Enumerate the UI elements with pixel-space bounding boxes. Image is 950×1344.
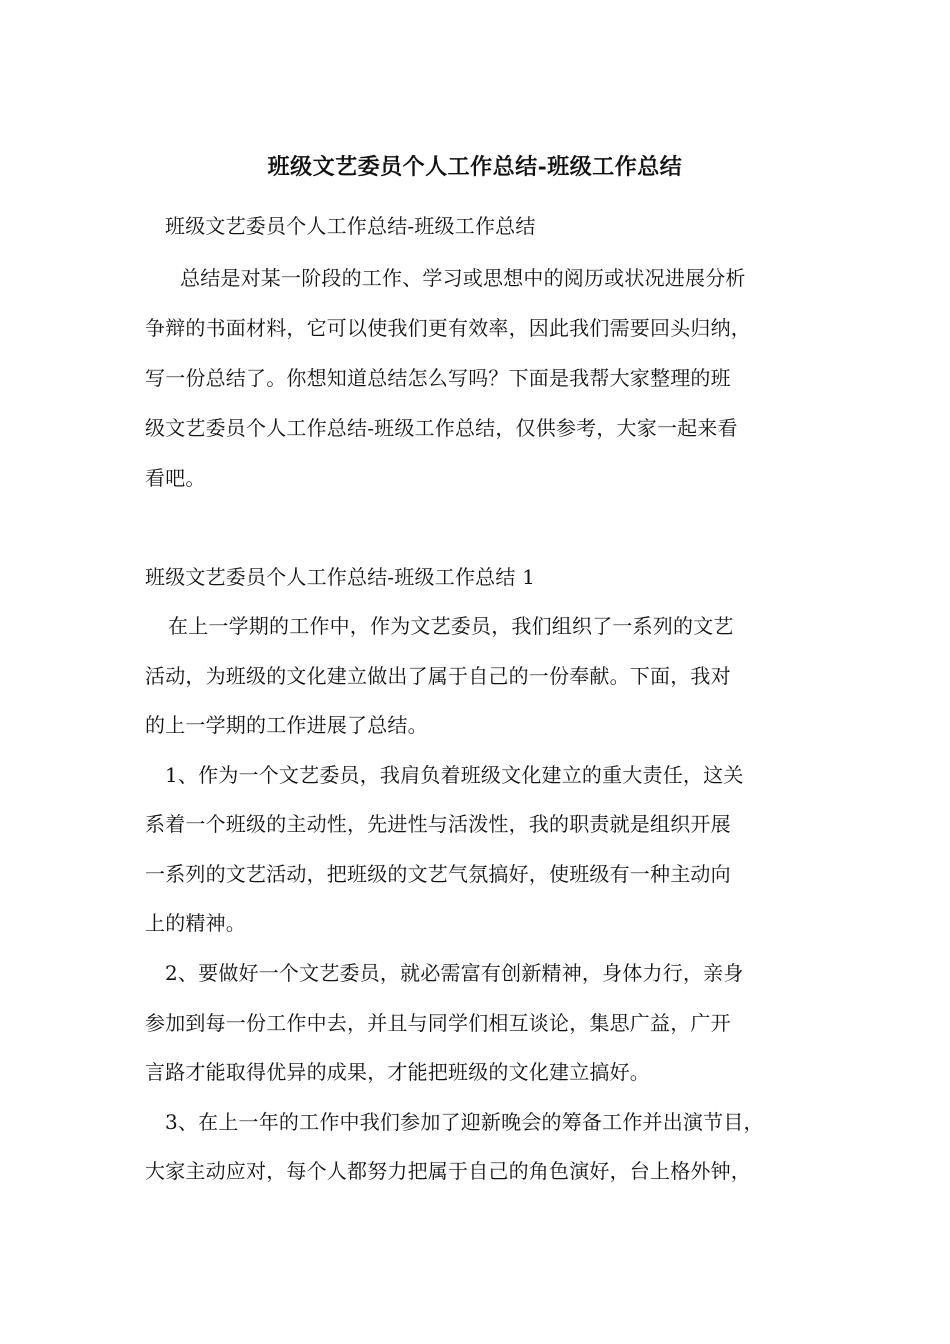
intro-line: 写一份总结了。你想知道总结怎么写吗？下面是我帮大家整理的班	[145, 366, 731, 390]
intro-line: 级文艺委员个人工作总结-班级工作总结，仅供参考，大家一起来看	[145, 416, 738, 440]
section-heading: 班级文艺委员个人工作总结-班级工作总结 1	[145, 565, 536, 589]
intro-line: 总结是对某一阶段的工作、学习或思想中的阅历或状况进展分析	[180, 266, 746, 290]
body-line: 的上一学期的工作进展了总结。	[145, 713, 428, 737]
document-subtitle: 班级文艺委员个人工作总结-班级工作总结	[165, 214, 536, 238]
intro-line: 看吧。	[145, 466, 206, 490]
body-line: 参加到每一份工作中去，并且与同学们相互谈论，集思广益，广开	[145, 1011, 731, 1035]
body-line: 系着一个班级的主动性，先进性与活泼性，我的职责就是组织开展	[145, 812, 731, 836]
document-title: 班级文艺委员个人工作总结-班级工作总结	[267, 154, 683, 180]
body-line: 言路才能取得优异的成果，才能把班级的文化建立搞好。	[145, 1060, 650, 1084]
body-line: 活动，为班级的文化建立做出了属于自己的一份奉献。下面，我对	[145, 664, 731, 688]
body-line: 2、要做好一个文艺委员，就必需富有创新精神，身体力行，亲身	[165, 961, 744, 985]
body-line: 在上一学期的工作中，作为文艺委员，我们组织了一系列的文艺	[168, 614, 734, 638]
body-line: 3、在上一年的工作中我们参加了迎新晚会的筹备工作并出演节目，	[165, 1110, 764, 1134]
body-line: 1、作为一个文艺委员，我肩负着班级文化建立的重大责任，这关	[165, 763, 744, 787]
body-line: 上的精神。	[145, 911, 246, 935]
body-line: 一系列的文艺活动，把班级的文艺气氛搞好，使班级有一种主动向	[145, 862, 731, 886]
body-line: 大家主动应对，每个人都努力把属于自己的角色演好，台上格外钟，	[145, 1159, 751, 1183]
intro-line: 争辩的书面材料，它可以使我们更有效率，因此我们需要回头归纳，	[145, 316, 751, 340]
